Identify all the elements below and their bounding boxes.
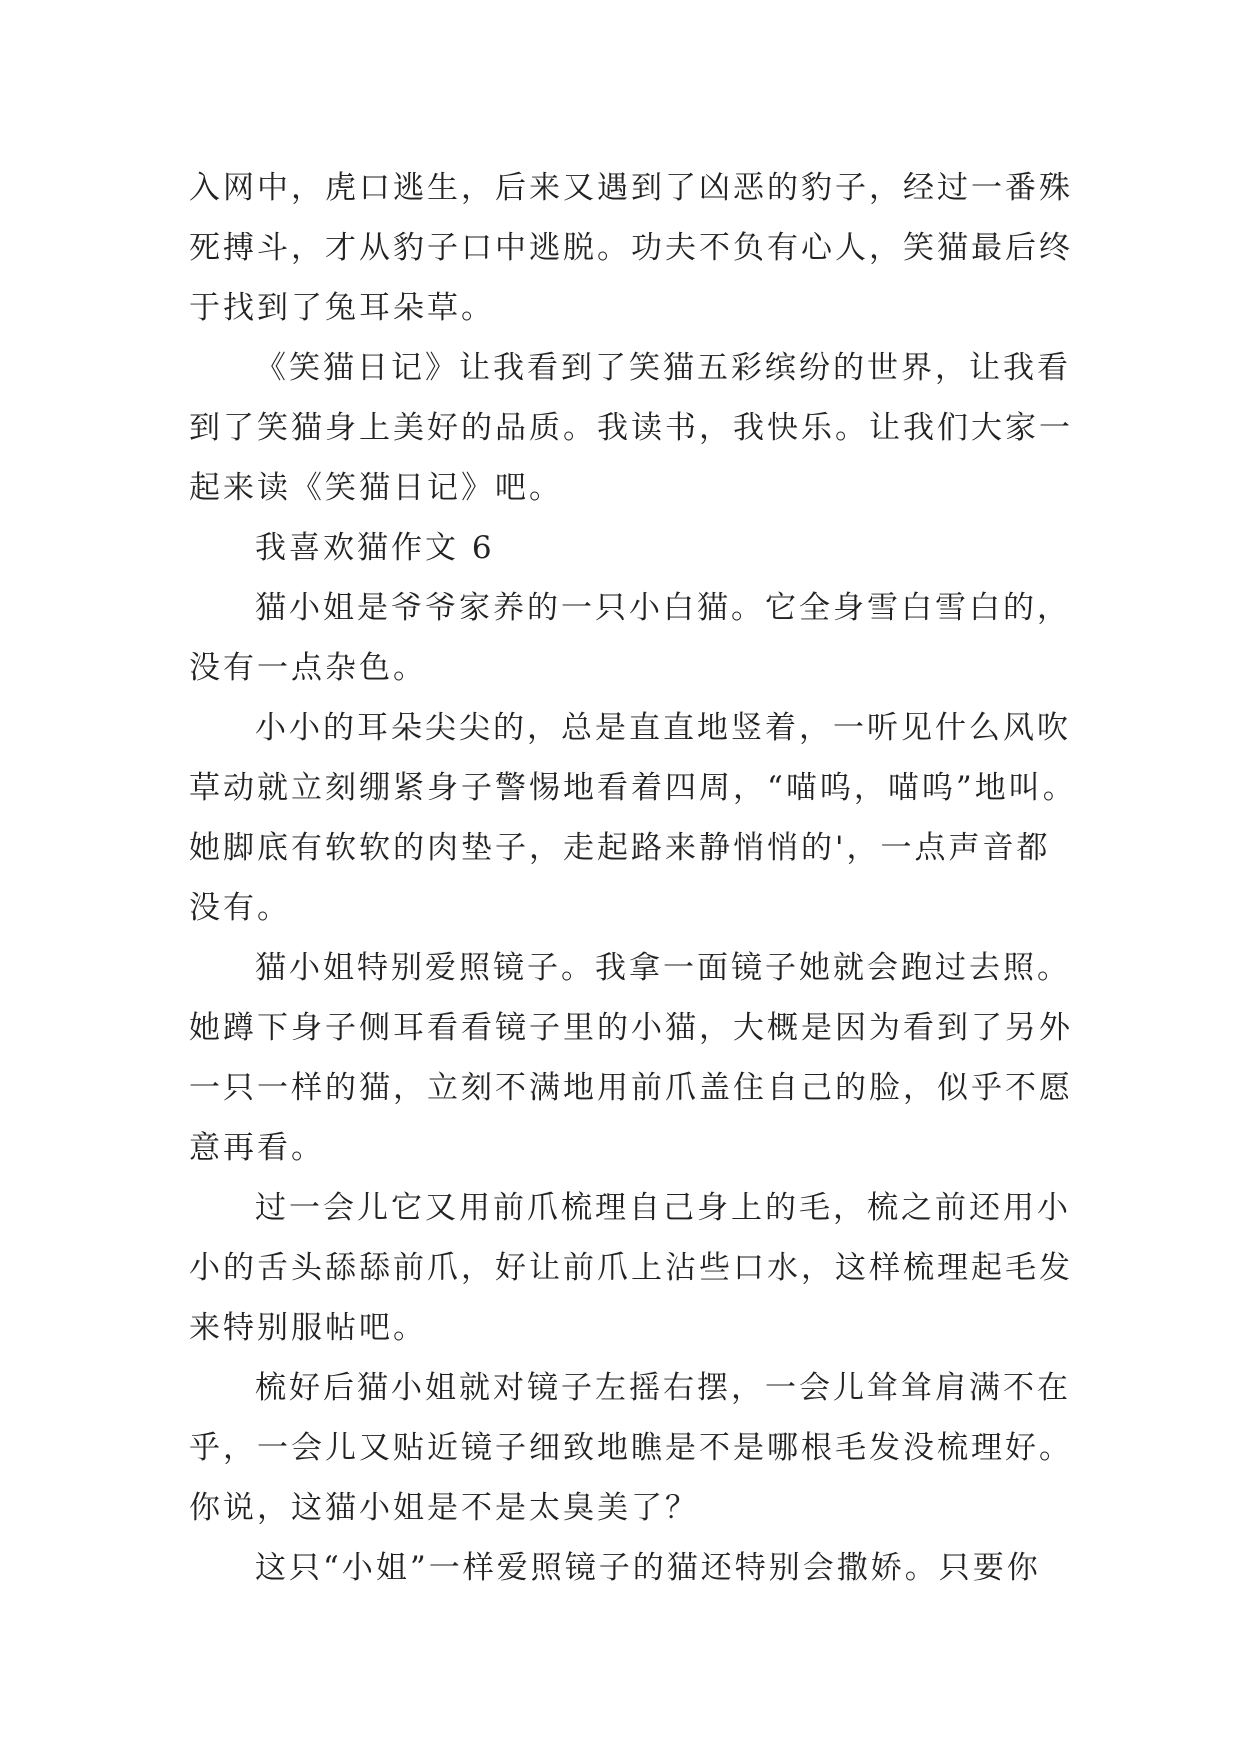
text-line: 乎，一会儿又贴近镜子细致地瞧是不是哪根毛发没梳理好。: [189, 1430, 1073, 1466]
text-line: 这只“小姐”一样爱照镜子的猫还特别会撒娇。只要你: [255, 1550, 1041, 1586]
paragraph: [189, 1538, 1069, 1598]
text-line: 死搏斗，才从豹子口中逃脱。功夫不负有心人，笑猫最后终: [189, 230, 1073, 266]
text-line: 入网中，虎口逃生，后来又遇到了凶恶的豹子，经过一番殊: [189, 170, 1073, 206]
text-line: 小小的耳朵尖尖的，总是直直地竖着，一听见什么风吹: [255, 710, 1071, 746]
text-line: 猫小姐是爷爷家养的一只小白猫。它全身雪白雪白的，: [255, 590, 1071, 626]
text-line: 梳好后猫小姐就对镜子左摇右摆，一会儿耸耸肩满不在: [255, 1370, 1071, 1406]
text-line: 来特别服帖吧。: [189, 1310, 427, 1346]
text-line: 于找到了兔耳朵草。: [189, 290, 495, 326]
text-line: 《笑猫日记》让我看到了笑猫五彩缤纷的世界，让我看: [255, 350, 1071, 386]
text-line: 到了笑猫身上美好的品质。我读书，我快乐。让我们大家一: [189, 410, 1073, 446]
text-line: 小的舌头舔舔前爪，好让前爪上沾些口水，这样梳理起毛发: [189, 1250, 1073, 1286]
text-line: 过一会儿它又用前爪梳理自己身上的毛，梳之前还用小: [255, 1190, 1071, 1226]
text-line: 她脚底有软软的肉垫子，走起路来静悄悄的'，一点声音都: [189, 830, 1051, 866]
paragraph: [189, 1358, 1073, 1538]
text-line: 没有。: [189, 890, 291, 926]
document-body: [189, 158, 1077, 1598]
text-line: 我喜欢猫作文 6: [255, 530, 495, 566]
text-line: 一只一样的猫，立刻不满地用前爪盖住自己的脸，似乎不愿: [189, 1070, 1073, 1106]
paragraph: [189, 518, 1069, 578]
paragraph: [189, 578, 1069, 698]
paragraph: [189, 158, 1073, 338]
paragraph: [189, 1178, 1073, 1358]
text-line: 她蹲下身子侧耳看看镜子里的小猫，大概是因为看到了另外: [189, 1010, 1073, 1046]
text-line: 意再看。: [189, 1130, 325, 1166]
text-line: 没有一点杂色。: [189, 650, 427, 686]
paragraph: [189, 338, 1073, 518]
text-line: 起来读《笑猫日记》吧。: [189, 470, 563, 506]
paragraph: [189, 938, 1073, 1178]
paragraph: [189, 698, 1077, 938]
text-line: 猫小姐特别爱照镜子。我拿一面镜子她就会跑过去照。: [255, 950, 1071, 986]
text-line: 草动就立刻绷紧身子警惕地看着四周，“喵呜，喵呜”地叫。: [189, 770, 1077, 806]
text-line: 你说，这猫小姐是不是太臭美了？: [189, 1490, 699, 1526]
